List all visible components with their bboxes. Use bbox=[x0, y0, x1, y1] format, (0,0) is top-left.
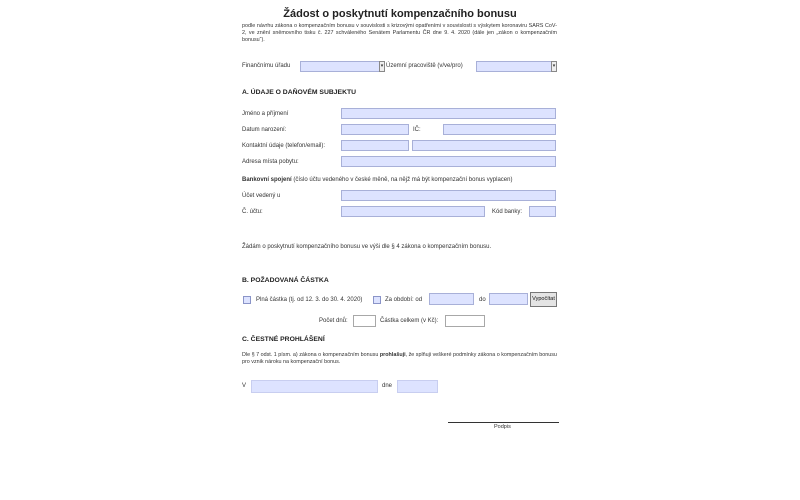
name-label: Jméno a příjmení bbox=[242, 111, 289, 117]
period-to-label: do bbox=[479, 297, 486, 303]
total-amount-field[interactable] bbox=[445, 315, 485, 327]
office-label: Finančnímu úřadu bbox=[242, 63, 291, 69]
form-title: Žádost o poskytnutí kompenzačního bonusu bbox=[283, 8, 517, 20]
name-field[interactable] bbox=[341, 108, 556, 119]
contact-label: Kontaktní údaje (telefon/email): bbox=[242, 143, 326, 149]
days-field[interactable] bbox=[353, 315, 376, 327]
bank-connection-label bbox=[242, 177, 512, 183]
account-number-label: Č. účtu: bbox=[242, 209, 263, 215]
days-label: Počet dnů: bbox=[319, 318, 348, 324]
date-field[interactable] bbox=[397, 380, 438, 393]
ic-label: IČ: bbox=[413, 127, 421, 133]
ic-field[interactable] bbox=[443, 124, 556, 135]
account-number-field[interactable] bbox=[341, 206, 485, 217]
full-amount-checkbox[interactable] bbox=[243, 296, 251, 304]
date-label: dne bbox=[382, 383, 393, 389]
bank-code-field[interactable] bbox=[529, 206, 556, 217]
period-checkbox[interactable] bbox=[373, 296, 381, 304]
signature-line bbox=[448, 422, 559, 423]
account-holder-field[interactable] bbox=[341, 190, 556, 201]
intro-paragraph: podle návrhu zákona o kompenzačním bonusu v souvislosti s krizovými opatřeními v souvislosti s výskytem koronaviru SARS CoV-2, ve znění sněmovního tisku č. 227 schváleného Senátem Parlamentu ČR dne 9. 4. 2020 (dále jen „zákon o kompenzačním bonusu“). bbox=[242, 23, 557, 43]
period-to-field[interactable] bbox=[489, 293, 528, 305]
declaration-text-pre: Dle § 7 odst. 1 písm. a) zákona o kompenzačním bonusu bbox=[242, 352, 380, 358]
period-from-label: Za období: od bbox=[385, 297, 423, 303]
workplace-dropdown-arrow-icon[interactable]: ▾ bbox=[551, 61, 557, 72]
signature-label: Podpis bbox=[494, 424, 511, 430]
workplace-select[interactable] bbox=[476, 61, 552, 72]
place-field[interactable] bbox=[251, 380, 378, 393]
section-c-heading: C. ČESTNÉ PROHLÁŠENÍ bbox=[242, 336, 325, 343]
compute-button[interactable]: Vypočítat bbox=[530, 292, 557, 307]
section-a-heading: A. ÚDAJE O DAŇOVÉM SUBJEKTU bbox=[242, 89, 357, 96]
account-holder-label: Účet vedený u bbox=[242, 193, 281, 199]
office-dropdown-arrow-icon[interactable]: ▾ bbox=[379, 61, 385, 72]
place-label: V bbox=[242, 383, 247, 389]
total-amount-label: Částka celkem (v Kč): bbox=[380, 318, 439, 324]
address-label: Adresa místa pobytu: bbox=[242, 159, 299, 165]
declaration-text bbox=[242, 352, 557, 366]
period-from-field[interactable] bbox=[429, 293, 474, 305]
bank-code-label: Kód banky: bbox=[492, 209, 523, 215]
full-amount-label: Plná částka (tj. od 12. 3. do 30. 4. 2020) bbox=[256, 297, 363, 303]
workplace-label: Územní pracoviště (v/ve/pro) bbox=[386, 63, 463, 69]
section-b-heading: B. POŽADOVANÁ ČÁSTKA bbox=[242, 277, 329, 284]
declaration-text-post: , že splňuji veškeré podmínky zákona o kompenzačním bonusu pro vznik nároku na kompenzační bonus. bbox=[242, 352, 557, 365]
phone-field[interactable] bbox=[341, 140, 409, 151]
birth-date-label: Datum narození: bbox=[242, 127, 287, 133]
bank-connection-bold: Bankovní spojení bbox=[242, 177, 292, 183]
birth-date-field[interactable] bbox=[341, 124, 409, 135]
declaration-text-bold: prohlašuji bbox=[379, 352, 406, 358]
bank-connection-note: (číslo účtu vedeného v české měně, na nějž má být kompenzační bonus vyplacen) bbox=[291, 177, 513, 183]
address-field[interactable] bbox=[341, 156, 556, 167]
office-select[interactable] bbox=[300, 61, 380, 72]
request-text: Žádám o poskytnutí kompenzačního bonusu ve výši dle § 4 zákona o kompenzačním bonusu. bbox=[242, 244, 492, 250]
email-field[interactable] bbox=[412, 140, 556, 151]
